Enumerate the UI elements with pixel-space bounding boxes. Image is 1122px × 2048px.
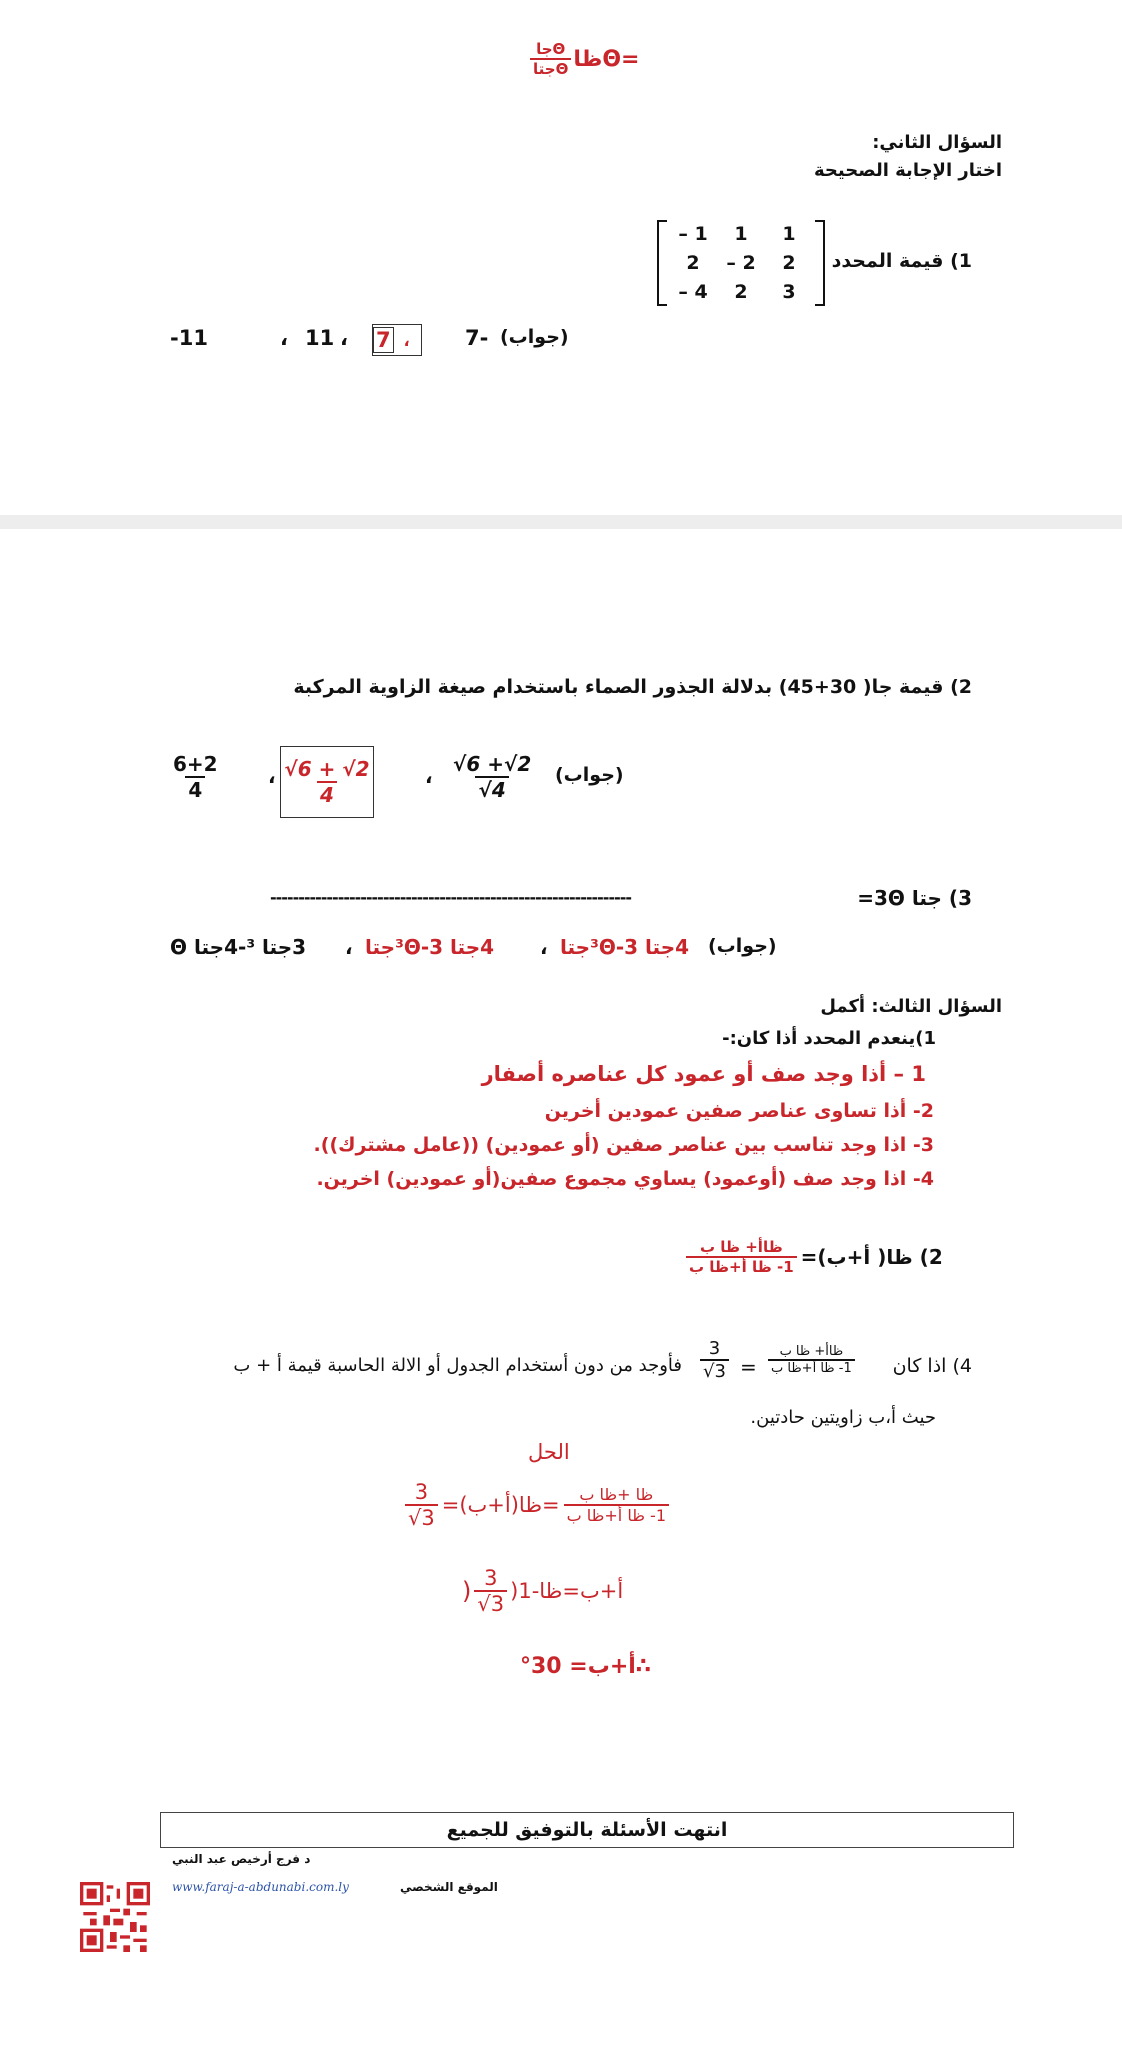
q3-title: السؤال الثالث: أكمل (820, 996, 1002, 1017)
separator: ، (540, 935, 548, 959)
q3-item1-answer-2: 2- أذا تساوى عناصر صفين عمودين أخرين (544, 1100, 934, 1122)
solution-line2: ) $\frac{3}{√3}$ أ+ب=ظا-1( (462, 1566, 624, 1616)
option-a: $\frac{√6 +√2}{√4}$ (453, 752, 532, 802)
option-c: 3جتا ³-4جتا Θ (170, 935, 307, 959)
top-formula-lhs: ظاΘ= (573, 46, 640, 72)
q3-item1-answer-3: 3- اذا وجد تناسب بين عناصر صفين (أو عمودين) ((عامل مشترك)). (313, 1134, 934, 1156)
q2-item3-dashes: ---------------------------------------------------------------- (270, 888, 631, 907)
website-label: الموقع الشخصي (400, 1880, 498, 1894)
separator: ، (340, 326, 348, 350)
solution-line1: $\frac{3}{√3}$ =ظا(أ+ب)= $\frac{\text{ظا +ظا ب}}{\text{1- ظا أ+ظا ب}}$ (405, 1480, 669, 1530)
separator: ، (425, 764, 433, 788)
solution-title: الحل (528, 1440, 570, 1464)
option-b: 4جتا ³Θ-3جتا (365, 935, 495, 959)
q2-item3-answers (170, 935, 780, 965)
author-name: د فرج أرخيص عبد النبي (172, 1852, 311, 1866)
option-11: 11 (305, 326, 335, 350)
option-c: $\frac{6+2}{4}$ (173, 752, 218, 802)
top-formula-fraction: $\frac{\text{جاΘ}}{\text{جتاΘ}}$ (530, 40, 571, 78)
q2-item1-answers (160, 326, 580, 356)
q2-subtitle: اختار الإجابة الصحيحة (814, 160, 1002, 181)
q2-item1-label: 1) قيمة المحدد (831, 250, 972, 272)
solution-line1-lhs: $\frac{\text{ظا +ظا ب}}{\text{1- ظا أ+ظا ب}}$ (564, 1485, 669, 1525)
matrix-cell: 2 (782, 251, 796, 274)
q3-item2-fraction: $\frac{\text{ظاأ+ ظا ب}}{\text{1- ظا أ+ظا ب}}$ (686, 1238, 797, 1276)
matrix-cell: 1 – (678, 223, 708, 246)
q3-item4-lhs-fraction: ظاأ+ ظا ب 1- ظا أ+ظا ب (768, 1344, 855, 1376)
q3-item4-eq: = (740, 1355, 757, 1379)
q3-item1-answer-4: 4- اذا وجد صف (أوعمود) يساوي مجموع صفين(أو عمودين) اخرين. (316, 1168, 934, 1190)
q2-item3-label: 3) جتا 3Θ= (857, 886, 972, 910)
matrix-cell: 2 (686, 251, 700, 274)
solution-line3: ∴أ+ب= 30° (520, 1654, 652, 1679)
option-neg11: -11 (170, 326, 208, 350)
matrix-cell: 3 (782, 280, 796, 303)
q3-item4-prefix: 4) اذا كان (892, 1355, 972, 1377)
q2-item2-label: 2) قيمة جا( 30+45) بدلالة الجذور الصماء باستخدام صيغة الزاوية المركبة (293, 676, 972, 698)
q3-item4-line2: حيث أ،ب زاويتين حادتين. (750, 1407, 936, 1428)
matrix-cell: 2 (734, 280, 748, 303)
answer-tag: (جواب) (555, 764, 624, 786)
q3-item1-label: 1)ينعدم المحدد أذا كان:- (722, 1028, 936, 1049)
matrix-cell: 1 (782, 223, 796, 246)
answer-tag: (جواب) (500, 326, 569, 348)
q3-item4-rhs-fraction: $\frac{3}{√3}$ (700, 1338, 729, 1382)
top-formula (530, 40, 639, 78)
determinant-matrix (657, 220, 825, 306)
option-a: 4جتا ³Θ-3جتا (560, 935, 690, 959)
matrix-grid (669, 220, 813, 306)
q3-item4-text: فأوجد من دون أستخدام الجدول أو الالة الحاسبة قيمة أ + ب (233, 1355, 682, 1376)
page-break (0, 515, 1122, 529)
closing-banner: انتهت الأسئلة بالتوفيق للجميع (160, 1812, 1014, 1848)
q2-title: السؤال الثاني: (872, 132, 1002, 153)
option-neg7: -7 (465, 326, 489, 350)
matrix-cell: 1 (734, 223, 748, 246)
website-link[interactable]: www.faraj-a-abdunabi.com.ly (172, 1880, 349, 1894)
q3-item2-label: 2) ظا( أ+ب)= (800, 1245, 943, 1269)
separator: ، (345, 935, 353, 959)
option-7-selected: 7 ، (372, 324, 422, 356)
qr-code-icon (80, 1882, 150, 1952)
option-b-selected: $\frac{√6 + √2}{4}$ (280, 746, 374, 818)
solution-line1-rhs: $\frac{3}{√3}$ (405, 1480, 438, 1530)
answer-tag: (جواب) (708, 935, 777, 957)
separator: ، (280, 326, 288, 350)
q3-item1-answer-1: 1 – أذا وجد صف أو عمود كل عناصره أصفار (481, 1062, 926, 1086)
q2-item2-answers (160, 752, 640, 832)
q3-item2 (686, 1238, 943, 1276)
matrix-cell: 4 – (678, 280, 708, 303)
matrix-cell: 2 – (726, 251, 756, 274)
separator: ، (268, 764, 276, 788)
